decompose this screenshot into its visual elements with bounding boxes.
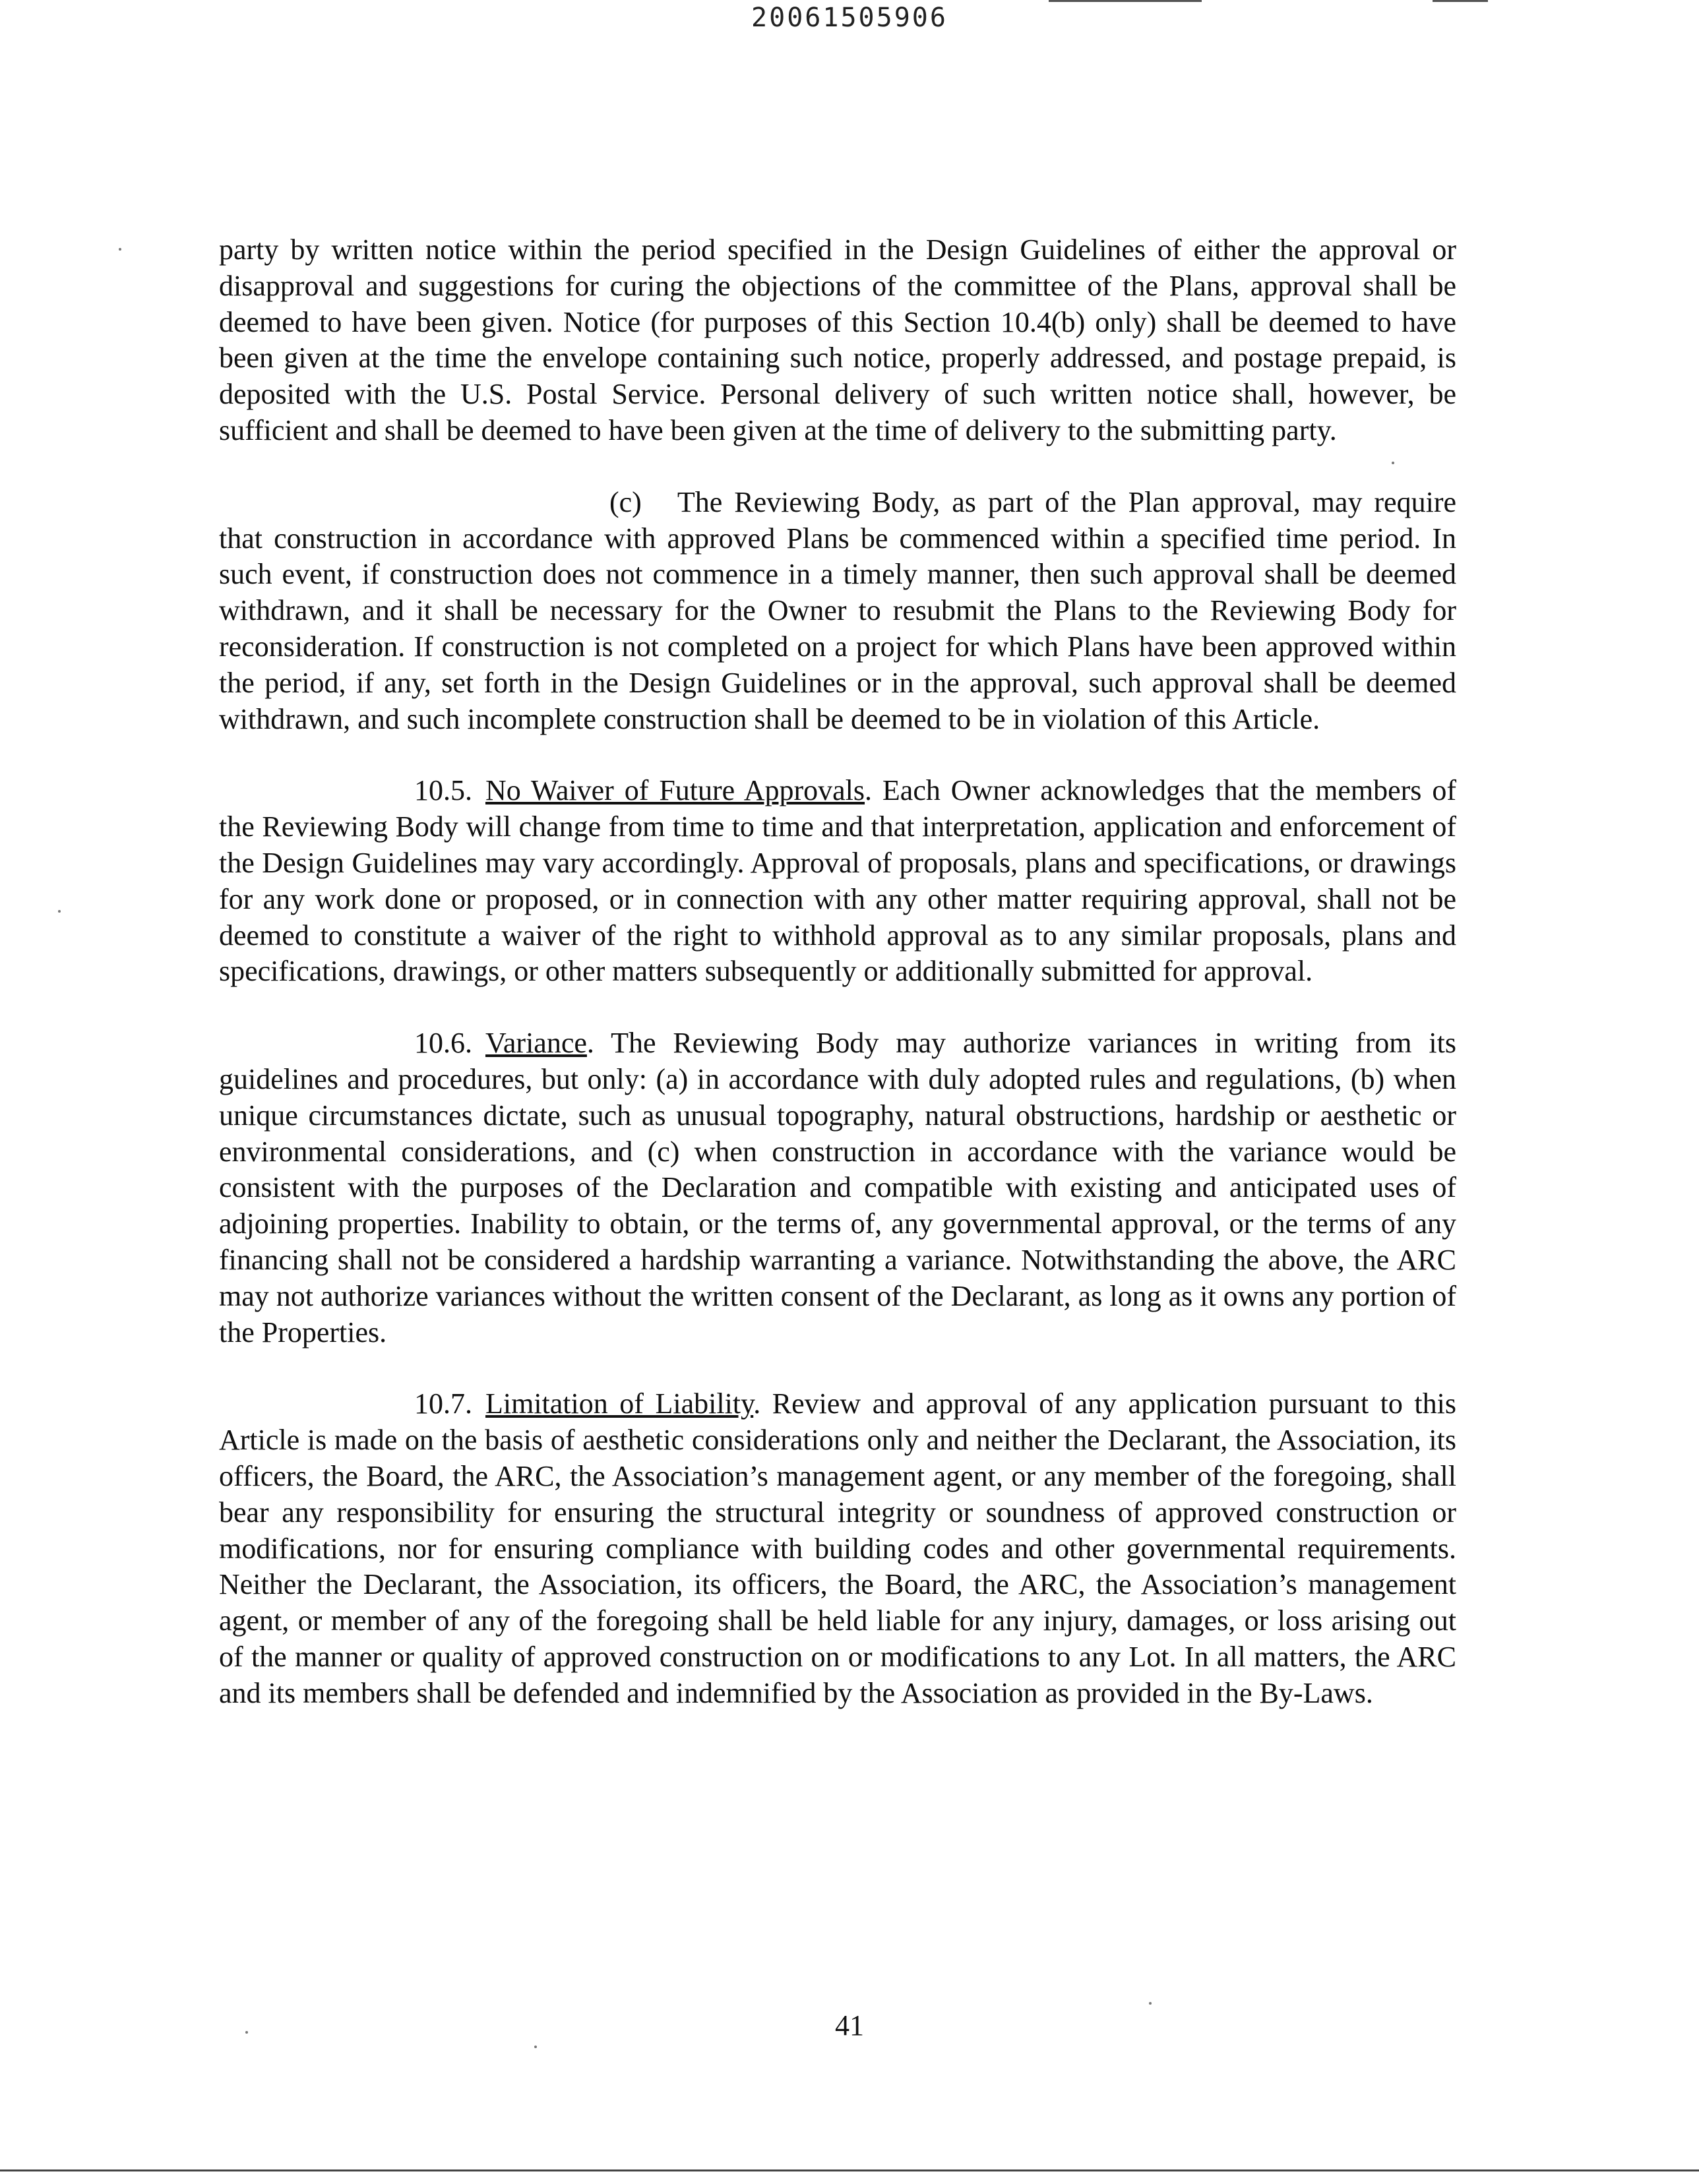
section-number: 10.6.: [414, 1027, 472, 1060]
scan-speck: [1392, 462, 1394, 464]
top-scan-rule-right: [1433, 0, 1488, 2]
document-number: 20061505906: [751, 3, 948, 33]
subsection-number: (c): [609, 485, 642, 518]
paragraph-text: . Each Owner acknowledges that the members of the Reviewing Body will change from time to time and that interpretation, application and enforcement of the Design Guidelines may vary accordingly. Approval of proposals, plans and specifications, or drawings for any work done or proposed, or in connection with any other matter requiring approval, shall not be deemed to constitute a waiver of the right to withhold approval as to any similar proposals, plans and specifications, drawings, or other matters subsequently or additionally submitted for approval.: [219, 774, 1456, 988]
document-body: [219, 232, 1456, 1747]
scan-speck: [1149, 2002, 1152, 2005]
paragraph-text: . Review and approval of any application pursuant to this Article is made on the basis of aesthetic considerations only and neither the Declarant, the Association, its officers, the Board, the ARC, the Association’s management agent, or any member of the foregoing, shall bear any responsibility for ensuring the structural integrity or soundness of approved construction or modifications, nor for ensuring compliance with building codes and other governmental requirements. Neither the Declarant, the Association, its officers, the Board, the ARC, the Association’s management agent, or member of any of the foregoing shall be held liable for any injury, damages, or loss arising out of the manner or quality of approved construction on or modifications to any Lot. In all matters, the ARC and its members shall be defended and indemnified by the Association as provided in the By-Laws.: [219, 1387, 1457, 1709]
page-number: 41: [835, 2009, 864, 2042]
paragraph-section-10-6: [219, 1025, 1456, 1350]
section-title: No Waiver of Future Approvals: [485, 774, 865, 807]
paragraph-text: party by written notice within the period specified in the Design Guidelines of either the approval or disapproval and suggestions for curing the objections of the committee of the Plans, approval shall be deemed to have been given. Notice (for purposes of this Section 10.4(b) only) shall be deemed to have been given at the time the envelope containing such notice, properly addressed, and postage prepaid, is deposited with the U.S. Postal Service. Personal delivery of such written notice shall, however, be sufficient and shall be deemed to have been given at the time of delivery to the submitting party.: [219, 233, 1456, 446]
section-number: 10.5.: [414, 774, 472, 807]
paragraph-text: . The Reviewing Body may authorize variances in writing from its guidelines and procedures, but only: (a) in accordance with duly adopted rules and regulations, (b) when unique circumstances dictate, such as unusual topography, natural obstructions, hardship or aesthetic or environmental considerations, and (c) when construction in accordance with the variance would be consistent with the purposes of the Declaration and compatible with existing and anticipated uses of adjoining properties. Inability to obtain, or the terms of, any governmental approval, or the terms of any financing shall not be considered a hardship warranting a variance. Notwithstanding the above, the ARC may not authorize variances without the written consent of the Declarant, as long as it owns any portion of the Properties.: [219, 1027, 1456, 1349]
bottom-scan-rule: [0, 2169, 1699, 2171]
paragraph-subsection-c: [219, 485, 1456, 738]
scan-speck: [534, 2046, 537, 2048]
section-title: Variance: [485, 1027, 587, 1060]
top-scan-rule-left: [1049, 0, 1202, 2]
scan-speck: [58, 910, 61, 913]
scan-speck: [119, 248, 121, 251]
paragraph-section-10-5: [219, 773, 1456, 990]
section-number: 10.7.: [414, 1387, 472, 1420]
paragraph-continuation: [219, 232, 1456, 449]
scan-speck: [245, 2031, 248, 2034]
paragraph-section-10-7: [219, 1386, 1456, 1711]
section-title: Limitation of Liability: [485, 1387, 754, 1420]
paragraph-text: The Reviewing Body, as part of the Plan approval, may require that construction in accordance with approved Plans be commenced within a specified time period. In such event, if construction does not commence in a timely manner, then such approval shall be deemed withdrawn, and it shall be necessary for the Owner to resubmit the Plans to the Reviewing Body for reconsideration. If construction is not completed on a project for which Plans have been approved within the period, if any, set forth in the Design Guidelines or in the approval, such approval shall be deemed withdrawn, and such incomplete construction shall be deemed to be in violation of this Article.: [219, 485, 1456, 735]
